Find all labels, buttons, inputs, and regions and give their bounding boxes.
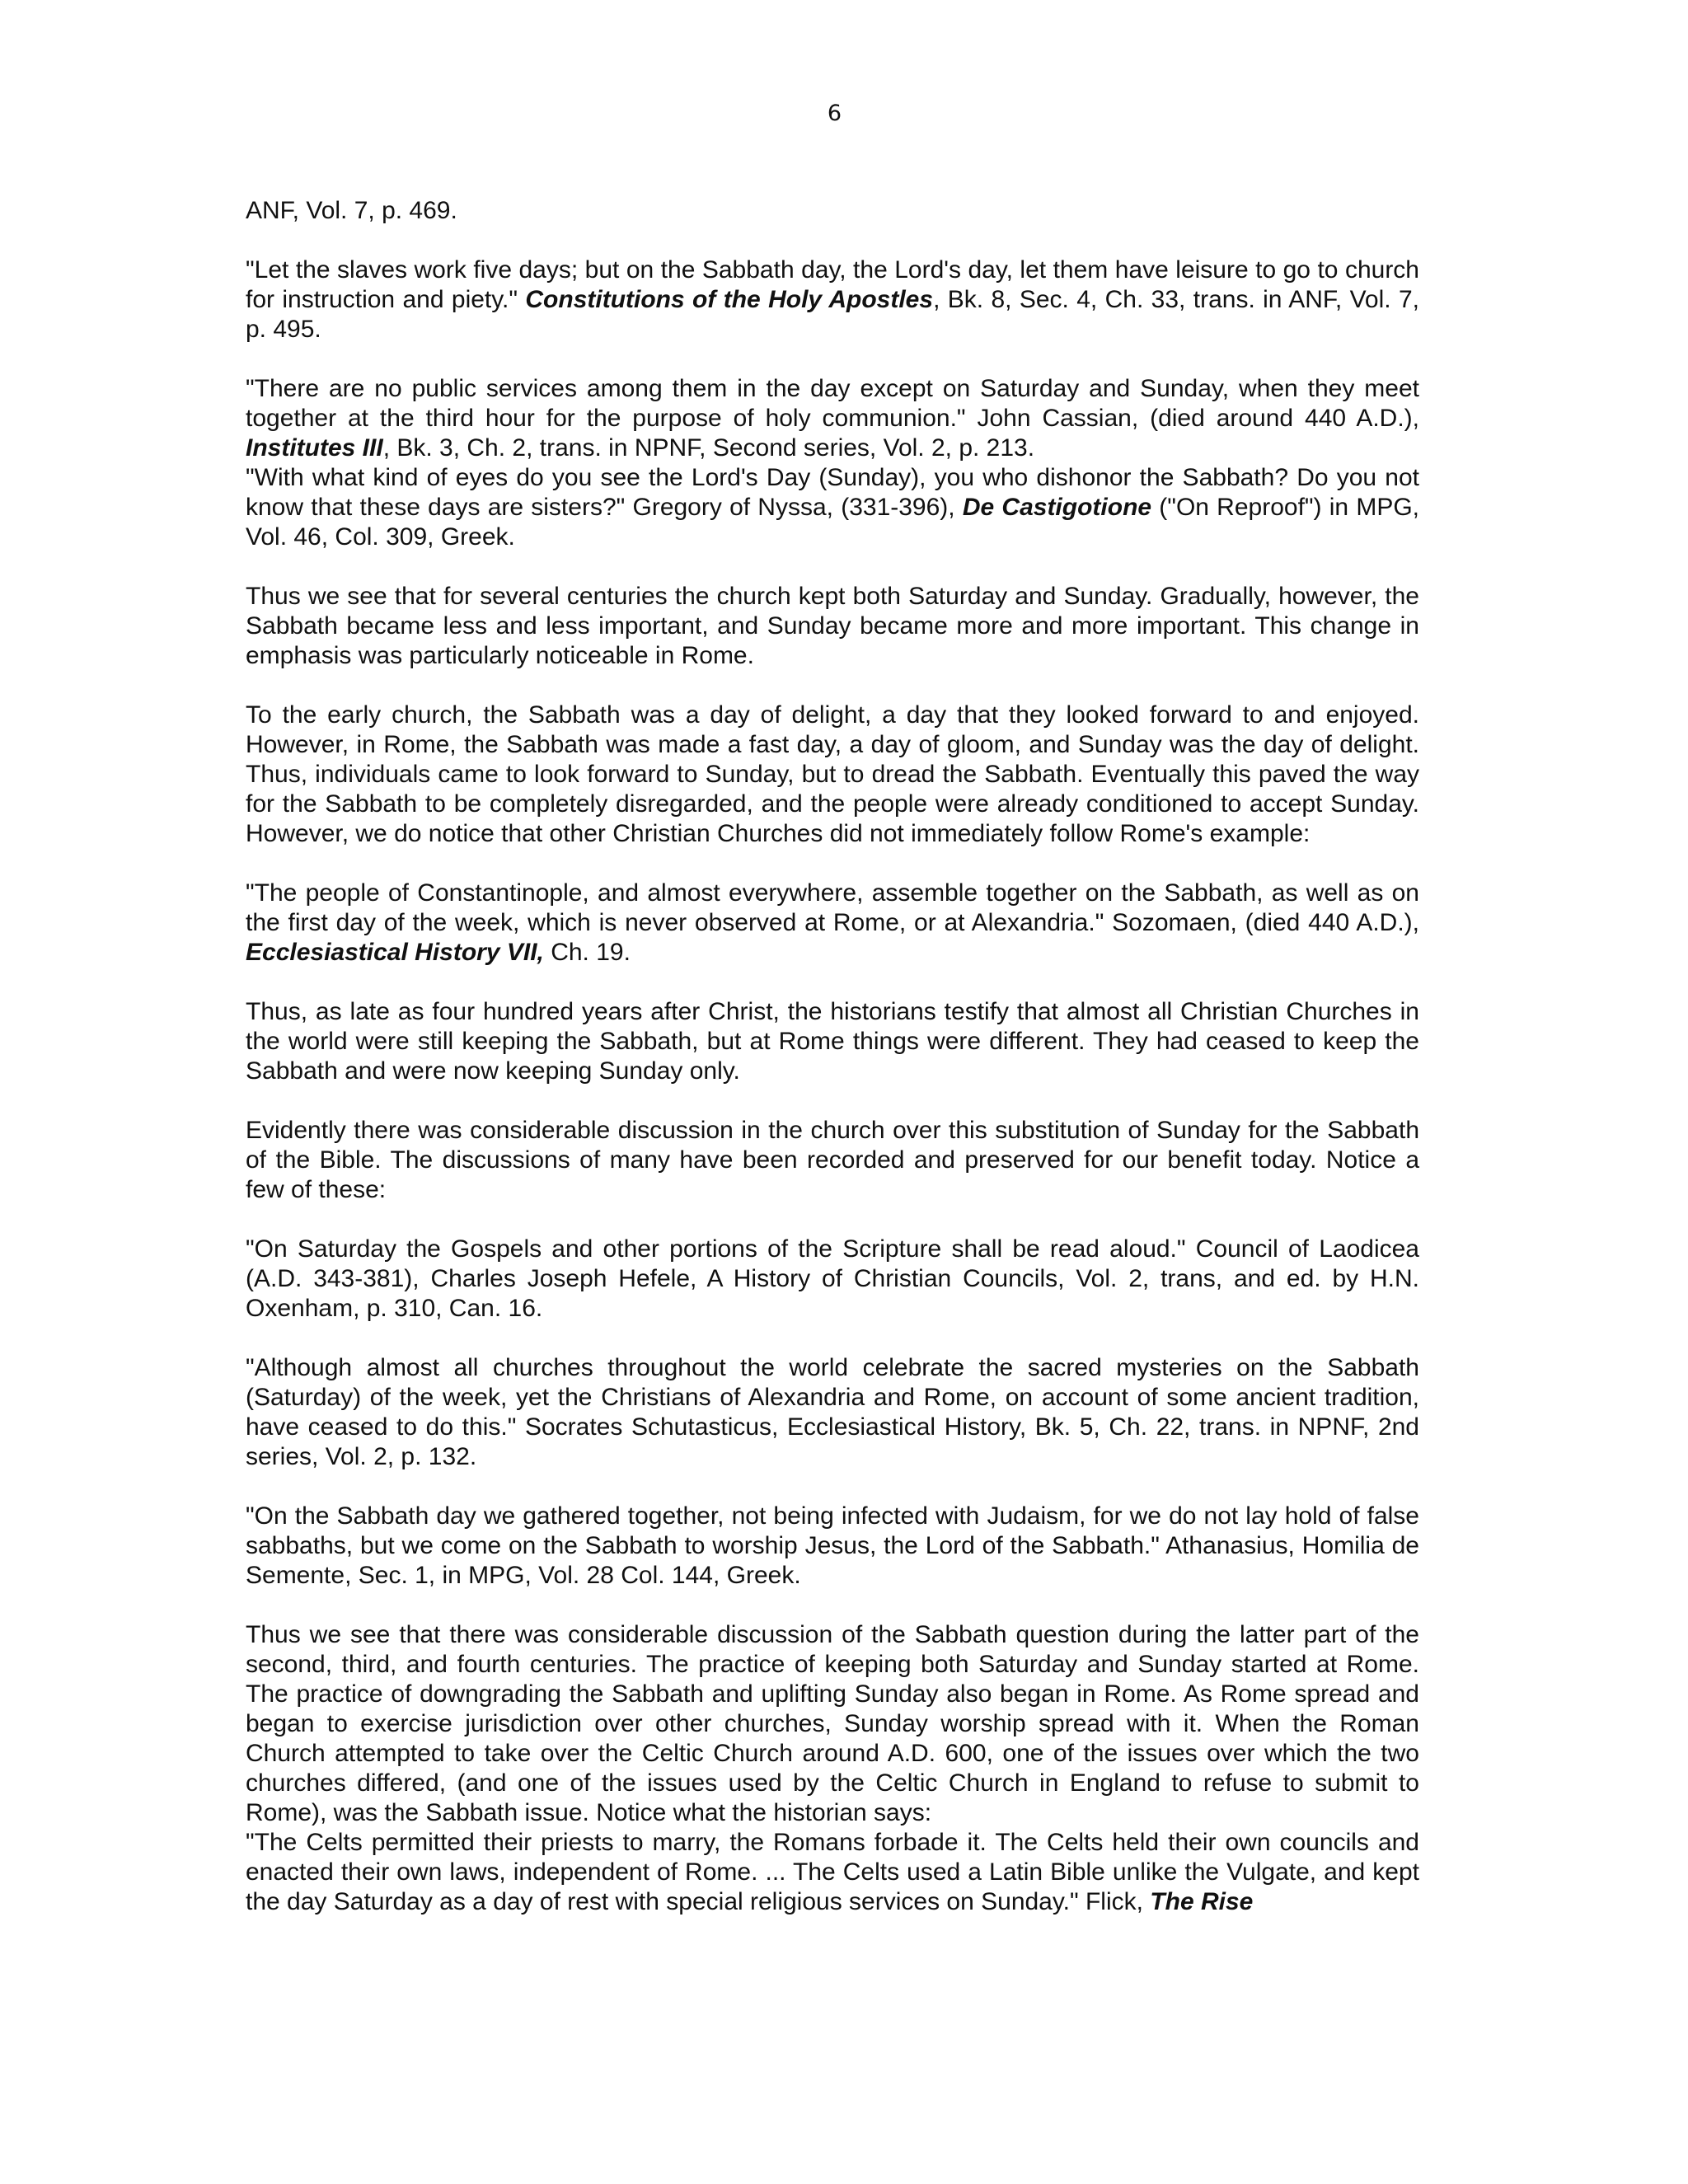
paragraph-four-hundred-years [246, 997, 1419, 1086]
book-title: The Rise [1150, 1888, 1254, 1915]
book-title: Institutes III [246, 434, 383, 462]
quote-text: "On the Sabbath day we gathered together, not being infected with Judaism, for we do not lay hold of false sabbaths, but we come on the Sabbath to worship Jesus, the Lord of the Sabbath." Athanasius, Homilia de Semente, Sec. 1, in MPG, Vol. 28 Col. 144, Greek. [246, 1502, 1419, 1589]
paragraph-text: To the early church, the Sabbath was a day of delight, a day that they looked forward to and enjoyed. However, in Rome, the Sabbath was made a fast day, a day of gloom, and Sunday was the day of delight. Thus, individuals came to look forward to Sunday, but to dread the Sabbath. Eventually this paved the way for the Sabbath to be completely disregarded, and the people were already conditioned to accept Sunday. However, we do notice that other Christian Churches did not immediately follow Rome's example: [246, 701, 1419, 847]
citation-text: , Bk. 8, Sec. 4, Ch. 33, trans. in ANF, Vol. 7, p. 495. [246, 286, 1420, 343]
paragraph-sozomaen-quote [246, 879, 1419, 968]
book-title: De Castigotione [962, 494, 1152, 521]
quote-text: "The people of Constantinople, and almost everywhere, assemble together on the Sabbath, as well as on the first day of the week, which is never observed at Rome, or at Alexandria." Sozomaen, (died 440 A.D.), [246, 879, 1419, 936]
book-title: Constitutions of the Holy Apostles [525, 286, 934, 313]
paragraph-text: Thus we see that for several centuries the church kept both Saturday and Sunday. Gradually, however, the Sabbath became less and less important, and Sunday became more and more important. This change in emphasis was particularly noticeable in Rome. [246, 583, 1419, 669]
paragraph-text: Thus, as late as four hundred years after Christ, the historians testify that almost all Christian Churches in the world were still keeping the Sabbath, but at Rome things were different. They had ceased to keep the Sabbath and were now keeping Sunday only. [246, 998, 1419, 1085]
citation-text: , Bk. 3, Ch. 2, trans. in NPNF, Second series, Vol. 2, p. 213. [382, 434, 1035, 462]
book-title: Ecclesiastical History VII, [246, 939, 544, 966]
paragraph-socrates-quote [246, 1353, 1419, 1472]
paragraph-text: Thus we see that there was considerable discussion of the Sabbath question during the latter part of the second, third, and fourth centuries. The practice of keeping both Saturday and Sunday started at Rome. The practice of downgrading the Sabbath and uplifting Sunday also began in Rome. As Rome spread and began to exercise jurisdiction over other churches, Sunday worship spread with it. When the Roman Church attempted to take over the Celtic Church around A.D. 600, one of the issues over which the two churches differed, (and one of the issues used by the Celtic Church in England to refuse to submit to Rome), was the Sabbath issue. Notice what the historian says: [246, 1621, 1419, 1826]
paragraph-text: Evidently there was considerable discussion in the church over this substitution of Sunday for the Sabbath of the Bible. The discussions of many have been recorded and preserved for our benefit today. Notice a few of these: [246, 1117, 1419, 1203]
quote-text: "On Saturday the Gospels and other portions of the Scripture shall be read aloud." Council of Laodicea (A.D. 343-381), Charles Joseph Hefele, A History of Christian Councils, Vol. 2, trans, and ed. by H.N. Oxenham, p. 310, Can. 16. [246, 1235, 1419, 1322]
citation-text: ("On Reproof") in MPG, Vol. 46, Col. 309, Greek. [246, 494, 1420, 551]
quote-text: "Let the slaves work five days; but on the Sabbath day, the Lord's day, let them have leisure to go to church for instruction and piety." [246, 256, 1419, 313]
paragraph-citation-anf [246, 196, 1419, 226]
paragraph-cassian-quote [246, 374, 1419, 463]
paragraph-celtic-church [246, 1620, 1419, 1828]
paragraph-considerable-discussion [246, 1116, 1419, 1205]
paragraph-constitutions-quote [246, 255, 1419, 344]
page-number: 6 [827, 101, 842, 126]
paragraph-several-centuries [246, 582, 1419, 671]
paragraph-text: ANF, Vol. 7, p. 469. [246, 197, 457, 224]
quote-text: "There are no public services among them in the day except on Saturday and Sunday, when they meet together at the third hour for the purpose of holy communion." John Cassian, (died around 440 A.D.), [246, 375, 1419, 432]
quote-text: "Although almost all churches throughout the world celebrate the sacred mysteries on the Sabbath (Saturday) of the week, yet the Christians of Alexandria and Rome, on account of some ancient tradition, have ceased to do this." Socrates Schutasticus, Ecclesiastical History, Bk. 5, Ch. 22, trans. in NPNF, 2nd series, Vol. 2, p. 132. [246, 1354, 1419, 1470]
citation-text: Ch. 19. [543, 939, 631, 966]
quote-text: "The Celts permitted their priests to marry, the Romans forbade it. The Celts held their own councils and enacted their own laws, independent of Rome. ... The Celts used a Latin Bible unlike the Vulgate, and kept the day Saturday as a day of rest with special religious services on Sunday." Flick, [246, 1829, 1419, 1915]
paragraph-gregory-quote [246, 463, 1419, 552]
document-body [246, 196, 1419, 1917]
paragraph-athanasius-quote [246, 1502, 1419, 1591]
paragraph-early-church [246, 701, 1419, 849]
paragraph-flick-quote [246, 1828, 1419, 1917]
quote-text: "With what kind of eyes do you see the Lord's Day (Sunday), you who dishonor the Sabbath? Do you not know that these days are sisters?" Gregory of Nyssa, (331-396), [246, 464, 1419, 521]
paragraph-laodicea-quote [246, 1235, 1419, 1324]
